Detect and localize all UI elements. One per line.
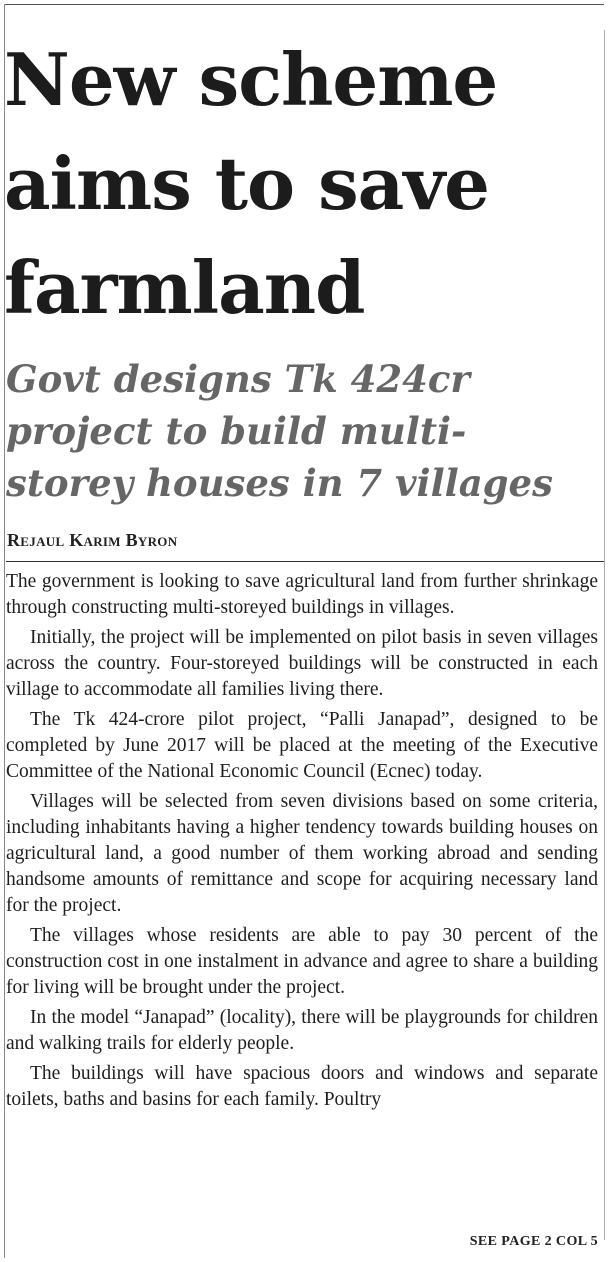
- continuation-jump-line[interactable]: SEE PAGE 2 COL 5: [469, 1234, 598, 1249]
- headline-line-3: farmland: [4, 245, 365, 330]
- paragraph-6: In the model “Janapad” (locality), there will be playgrounds for children and walking trails for elderly people.: [6, 1007, 598, 1054]
- paragraph-2: Initially, the project will be implemented on pilot basis in seven villages across the country. Four-storeyed buildings will be constructed in each village to accommodate all families living there.: [6, 627, 598, 700]
- right-column-rule: [604, 30, 605, 1240]
- paragraph-4: Villages will be selected from seven divisions based on some criteria, including inhabitants having a higher tendency towards building houses on agricultural land, a good number of them working abroad and sending handsome amounts of remittance and scope for acquiring necessary land for the project.: [6, 791, 598, 916]
- headline-line-1: New scheme: [4, 37, 498, 122]
- subheadline-line-1: Govt designs Tk 424cr: [6, 357, 470, 401]
- headline-line-2: aims to save: [4, 141, 489, 226]
- paragraph-1: The government is looking to save agricultural land from further shrinkage through constructing multi-storeyed buildings in villages.: [6, 571, 598, 618]
- top-rule: [4, 4, 604, 5]
- paragraph-5: The villages whose residents are able to pay 30 percent of the construction cost in one instalment in advance and agree to share a building for living will be brought under the project.: [6, 925, 598, 998]
- article-body: [6, 569, 598, 1117]
- byline-divider: [6, 561, 604, 562]
- subheadline-line-3: storey houses in 7 villages: [6, 461, 553, 505]
- paragraph-7: The buildings will have spacious doors and windows and separate toilets, baths and basins for each family. Poultry: [6, 1063, 598, 1110]
- headline: [4, 28, 604, 340]
- paragraph-3: The Tk 424-crore pilot project, “Palli Janapad”, designed to be completed by June 2017 will be placed at the meeting of the Executive Committee of the National Economic Council (Ecnec) today.: [6, 709, 598, 782]
- byline: Rejaul Karim Byron: [7, 530, 178, 550]
- subheadline: [6, 353, 604, 509]
- subheadline-line-2: project to build multi-: [6, 409, 467, 453]
